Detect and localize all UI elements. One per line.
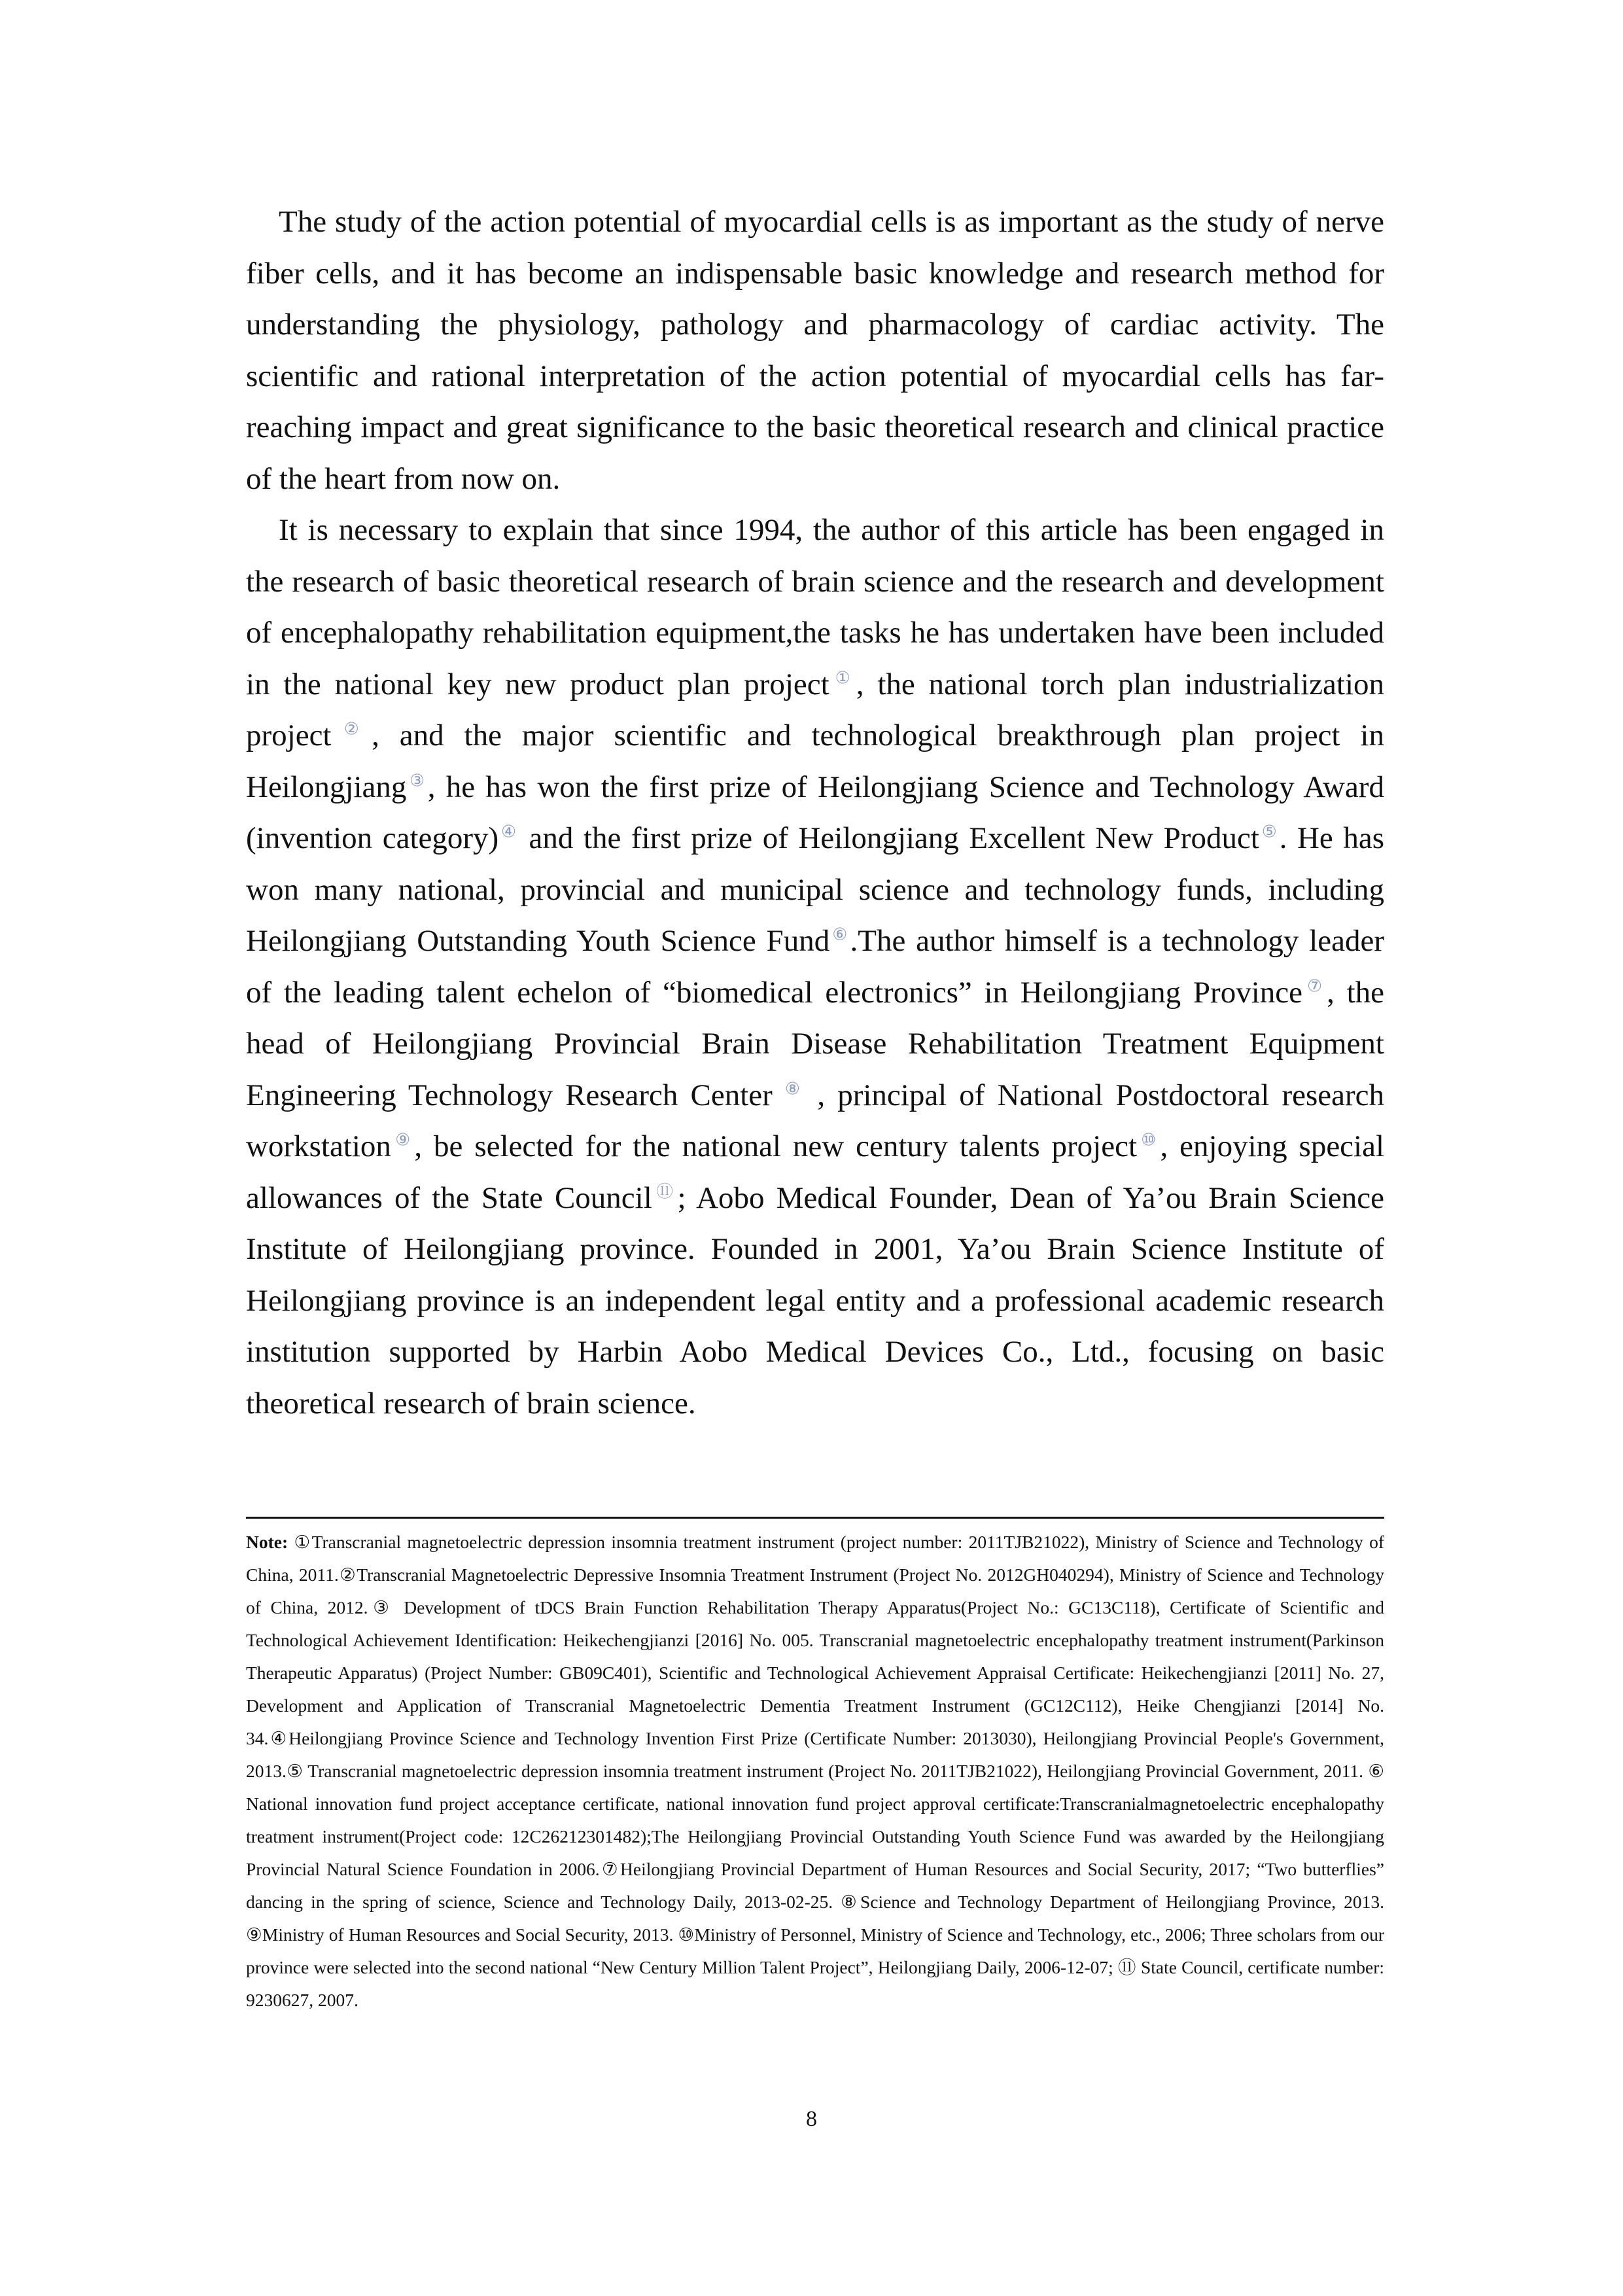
text-segment: , he has won the first prize of Heilongjiang Science and Technology Award (invention category) xyxy=(246,769,1384,855)
footnote-marker[interactable]: ⑦ xyxy=(1302,976,1327,996)
page-number: 8 xyxy=(806,2107,817,2131)
footnote-marker[interactable]: ⑧ xyxy=(784,1078,805,1099)
note-label: Note: xyxy=(246,1532,288,1552)
footnote-marker[interactable]: ⑪ xyxy=(652,1181,678,1201)
text-segment: , the national torch plan industrialization project xyxy=(246,667,1384,752)
text-segment: It is necessary to explain that since 1994, the author of this article has been engaged in the research of basic theoretical research of brain science and the research and development of encephalopathy rehabilitation equipment,the tasks he has undertaken have been included in the national key new product plan project xyxy=(246,513,1384,701)
note-body: ①Transcranial magnetoelectric depression insomnia treatment instrument (project number: 2011TJB21022), Ministry of Science and Technology of China, 2011.②Transcranial Magnetoelectric Depressive Insomnia Treatment Instrument (Project No. 2012GH040294), Ministry of Science and Technology of China, 2012.③ Development of tDCS Brain Function Rehabilitation Therapy Apparatus(Project No.: GC13C118), Certificate of Scientific and Technological Achievement Identification: Heikechengjianzi [2016] No. 005. Transcranial magnetoelectric encephalopathy treatment instrument(Parkinson Therapeutic Apparatus) (Project Number: GB09C401), Scientific and Technological Achievement Appraisal Certificate: Heikechengjianzi [2011] No. 27, Development and Application of Transcranial Magnetoelectric Dementia Treatment Instrument (GC12C112), Heike Chengjianzi [2014] No. 34.④Heilongjiang Province Science and Technology Invention First Prize (Certificate Number: 2013030), Heilongjiang Provincial People's Government, 2013.⑤ Transcranial magnetoelectric depression insomnia treatment instrument (Project No. 2011TJB21022), Heilongjiang Provincial Government, 2011. ⑥ National innovation fund project acceptance certificate, national innovation fund project approval certificate:Transcranialmagnetoelectric encephalopathy treatment instrument(Project code: 12C26212301482);The Heilongjiang Provincial Outstanding Youth Science Fund was awarded by the Heilongjiang Provincial Natural Science Foundation in 2006.⑦Heilongjiang Provincial Department of Human Resources and Social Security, 2017; “Two butterflies” dancing in the spring of science, Science and Technology Daily, 2013-02-25. ⑧Science and Technology Department of Heilongjiang Province, 2013. ⑨Ministry of Human Resources and Social Security, 2013. ⑩Ministry of Personnel, Ministry of Science and Technology, etc., 2006; Three scholars from our province were selected into the second national “New Century Million Talent Project”, Heilongjiang Daily, 2006-12-07; ⑪ State Council, certificate number: 9230627, 2007. xyxy=(246,1532,1384,2010)
footnote-divider xyxy=(246,1517,1384,1519)
body-text xyxy=(246,196,1384,1429)
footnote-marker[interactable]: ④ xyxy=(498,822,519,842)
text-segment: , be selected for the national new century talents project xyxy=(414,1129,1138,1163)
text-segment: , enjoying special allowances of the State Council xyxy=(246,1129,1385,1215)
footnote-marker[interactable]: ⑨ xyxy=(391,1130,415,1150)
text-segment: , the head of Heilongjiang Provincial Brain Disease Rehabilitation Treatment Equipment Engineering Technology Research Center xyxy=(246,975,1385,1112)
footnote-marker[interactable]: ② xyxy=(331,719,372,739)
footnote-marker[interactable]: ① xyxy=(829,667,856,688)
footnote-marker[interactable]: ③ xyxy=(406,770,428,790)
text-segment: ; Aobo Medical Founder, Dean of Ya’ou Brain Science Institute of Heilongjiang province. Founded in 2001, Ya’ou Brain Science Institute of Heilongjiang province is an independent legal entity and a professional academic research institution supported by Harbin Aobo Medical Devices Co., Ltd., focusing on basic theoretical research of brain science. xyxy=(246,1180,1384,1421)
footnote-marker[interactable]: ⑥ xyxy=(829,925,850,945)
text-segment: , and the major scientific and technological breakthrough plan project in Heilongjiang xyxy=(246,718,1384,804)
footnote-marker[interactable]: ⑤ xyxy=(1259,822,1280,842)
text-segment: . He has won many national, provincial and municipal science and technology funds, including Heilongjiang Outstanding Youth Science Fund xyxy=(246,821,1385,958)
footnote-marker[interactable]: ⑩ xyxy=(1137,1130,1161,1150)
paragraph-intro: The study of the action potential of myocardial cells is as important as the study of nerve fiber cells, and it has become an indispensable basic knowledge and research method for understanding the physiology, pathology and pharmacology of cardiac activity. The scientific and rational interpretation of the action potential of myocardial cells has far-reaching impact and great significance to the basic theoretical research and clinical practice of the heart from now on. xyxy=(246,205,1384,496)
text-segment: .The author himself is a technology leader of the leading talent echelon of “biomedical electronics” in Heilongjiang Province xyxy=(246,924,1384,1010)
footnote-text xyxy=(246,1526,1384,2017)
text-segment: , principal of National Postdoctoral research workstation xyxy=(246,1078,1384,1163)
footnotes xyxy=(246,1526,1384,2017)
text-segment: and the first prize of Heilongjiang Excellent New Product xyxy=(518,821,1259,855)
paragraph-author-background xyxy=(246,504,1384,1429)
